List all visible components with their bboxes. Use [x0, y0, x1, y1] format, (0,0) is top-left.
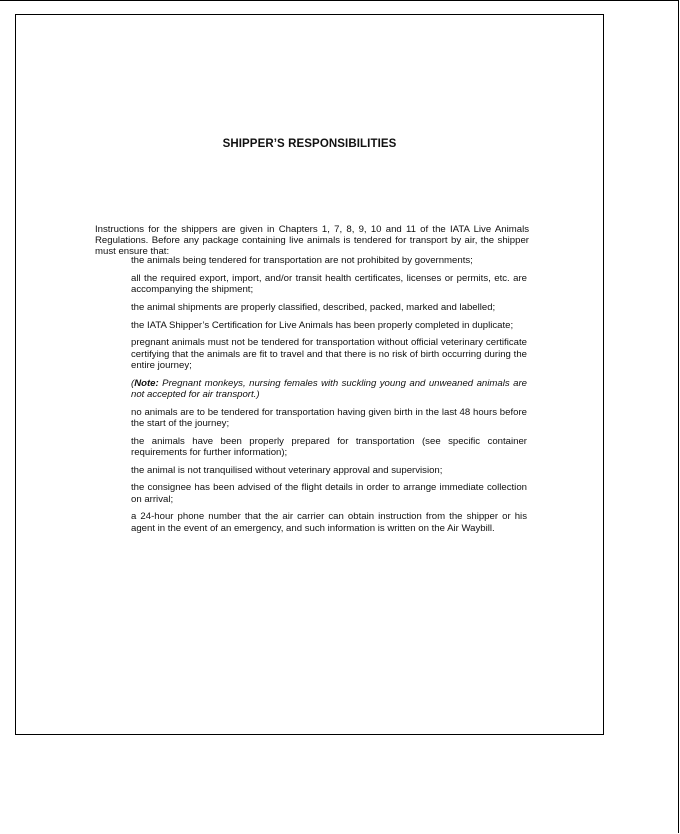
list-item: all the required export, import, and/or transit health certificates, licenses or permits, etc. are accompanying the shipment; [131, 272, 527, 295]
note-label: Note: [134, 377, 159, 389]
note-text: Pregnant monkeys, nursing females with suckling young and unweaned animals are not accepted for air transport.) [131, 377, 527, 400]
list-item: the IATA Shipper’s Certification for Live Animals has been properly completed in duplicate; [131, 319, 514, 331]
list-item: no animals are to be tendered for transportation having given birth in the last 48 hours before the start of the journey; [131, 406, 527, 429]
list-item: the animal is not tranquilised without veterinary approval and supervision; [131, 464, 443, 476]
list-item: pregnant animals must not be tendered for transportation without official veterinary certificate certifying that the animals are fit to travel and that there is no risk of birth occurring during the entire journey; [131, 337, 527, 371]
note-item [131, 378, 527, 400]
list-item: a 24-hour phone number that the air carrier can obtain instruction from the shipper or his agent in the event of an emergency, and such information is written on the Air Waybill. [131, 511, 527, 534]
list-item: the animals have been properly prepared for transportation (see specific container requirements for further information); [131, 435, 527, 458]
intro-paragraph: Instructions for the shippers are given in Chapters 1, 7, 8, 9, 10 and 11 of the IATA Live Animals Regulations. Before any package containing live animals is tendered for transport by air, the shipper must ensure that: [95, 223, 529, 257]
list-item: the consignee has been advised of the flight details in order to arrange immediate collection on arrival; [131, 482, 527, 505]
page-title: SHIPPER’S RESPONSIBILITIES [222, 138, 397, 150]
list-item: the animals being tendered for transportation are not prohibited by governments; [131, 255, 473, 266]
document-page [15, 14, 604, 735]
list-item: the animal shipments are properly classified, described, packed, marked and labelled; [131, 301, 496, 313]
note-open-paren: ( [131, 377, 135, 389]
responsibility-list [131, 255, 527, 540]
